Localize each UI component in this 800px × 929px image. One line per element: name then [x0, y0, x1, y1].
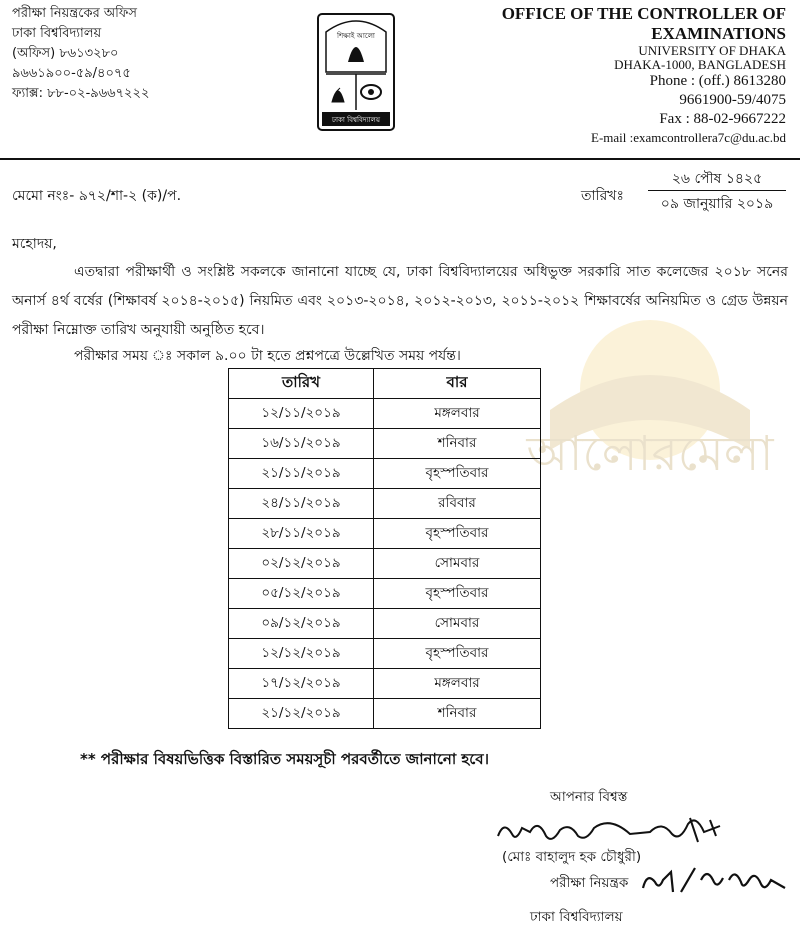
signatory-institution: ঢাকা বিশ্ববিদ্যালয়	[530, 909, 623, 925]
row-day: সোমবার	[374, 609, 541, 639]
row-day: মঙ্গলবার	[374, 399, 541, 429]
row-day: বৃহস্পতিবার	[374, 519, 541, 549]
watermark-text: আলোরমেলা	[526, 426, 774, 482]
row-day: রবিবার	[374, 489, 541, 519]
exam-schedule-table	[228, 368, 541, 729]
date-gregorian: ০৯ জানুয়ারি ২০১৯	[660, 196, 774, 212]
table-row	[229, 639, 541, 669]
header-day: বার	[374, 369, 541, 399]
date-label: তারিখঃ	[581, 188, 624, 204]
memo-number: মেমো নংঃ- ৯৭২/শা-২ (ক)/প.	[12, 188, 182, 204]
office-phone-bn: (অফিস) ৮৬১৩২৮০	[12, 46, 119, 61]
phone2-en: 9661900-59/4075	[679, 92, 786, 108]
handwritten-signature	[490, 806, 730, 856]
logo-bottom-text: ঢাকা বিশ্ববিদ্যালয়	[331, 116, 381, 124]
row-date: ২৮/১১/২০১৯	[229, 519, 374, 549]
email-en: E-mail :examcontrollera7c@du.ac.bd	[591, 130, 786, 145]
row-date: ২১/১২/২০১৯	[229, 699, 374, 729]
table-row	[229, 699, 541, 729]
row-date: ২১/১১/২০১৯	[229, 459, 374, 489]
office-name-en-line1: OFFICE OF THE CONTROLLER OF	[501, 4, 786, 23]
row-date: ০৯/১২/২০১৯	[229, 609, 374, 639]
table-row	[229, 609, 541, 639]
office-header-english	[502, 4, 786, 147]
date-bangla-calendar: ২৬ পৌষ ১৪২৫	[648, 168, 786, 191]
office-name-bn: পরীক্ষা নিয়ন্ত্রকের অফিস	[12, 6, 137, 21]
row-day: সোমবার	[374, 549, 541, 579]
row-date: ২৪/১১/২০১৯	[229, 489, 374, 519]
memo-date	[648, 168, 786, 217]
exam-time: পরীক্ষার সময় ঃ সকাল ৯.০০ টা হতে প্রশ্নপত্রে উল্লেখিত সময় পর্যন্ত।	[74, 348, 461, 364]
row-date: ০৫/১২/২০১৯	[229, 579, 374, 609]
table-row	[229, 459, 541, 489]
signatory-designation: পরীক্ষা নিয়ন্ত্রক	[550, 875, 629, 891]
letter-body: এতদ্বারা পরীক্ষার্থী ও সংশ্লিষ্ট সকলকে জানানো যাচ্ছে যে, ঢাকা বিশ্ববিদ্যালয়ের অধিভুক্ত সরকারি সাত কলেজের ২০১৮ সনের অনার্স ৪র্থ বর্ষের (শিক্ষাবর্ষ ২০১৪-২০১৫) নিয়মিত এবং ২০১৩-২০১৪, ২০১২-২০১৩, ২০১১-২০১২ শিক্ষাবর্ষের অনিয়মিত ও গ্রেড উন্নয়ন পরীক্ষা নিম্নোক্ত তারিখ অনুযায়ী অনুষ্ঠিত হবে।	[12, 264, 788, 338]
row-day: মঙ্গলবার	[374, 669, 541, 699]
row-date: ১২/১১/২০১৯	[229, 399, 374, 429]
phone-numbers-bn: ৯৬৬১৯০০-৫৯/৪০৭৫	[12, 66, 131, 81]
row-day: বৃহস্পতিবার	[374, 459, 541, 489]
table-row	[229, 669, 541, 699]
fax-bn: ফ্যাক্স: ৮৮-০২-৯৬৬৭২২২	[12, 86, 150, 101]
table-row	[229, 579, 541, 609]
table-row	[229, 399, 541, 429]
row-date: ১২/১২/২০১৯	[229, 639, 374, 669]
table-row	[229, 549, 541, 579]
university-logo	[316, 12, 396, 132]
row-date: ১৭/১২/২০১৯	[229, 669, 374, 699]
university-name-bn: ঢাকা বিশ্ববিদ্যালয়	[12, 26, 102, 41]
row-date: ০২/১২/২০১৯	[229, 549, 374, 579]
signatory-name: (মোঃ বাহালুদ হক চৌধুরী)	[502, 849, 642, 865]
row-day: বৃহস্পতিবার	[374, 579, 541, 609]
table-row	[229, 429, 541, 459]
schedule-note: ** পরীক্ষার বিষয়ভিত্তিক বিস্তারিত সময়সূচী পরবর্তীতে জানানো হবে।	[80, 750, 490, 768]
row-date: ১৬/১১/২০১৯	[229, 429, 374, 459]
university-name-en: UNIVERSITY OF DHAKA	[638, 43, 786, 58]
salutation: মহোদয়,	[12, 236, 57, 252]
header-divider	[0, 158, 800, 160]
handwritten-signed-date	[637, 858, 797, 902]
table-header-row	[229, 369, 541, 399]
header-date: তারিখ	[229, 369, 374, 399]
closing: আপনার বিশ্বস্ত	[550, 789, 628, 805]
table-row	[229, 489, 541, 519]
office-header-bangla	[12, 4, 149, 104]
row-day: শনিবার	[374, 429, 541, 459]
row-day: বৃহস্পতিবার	[374, 639, 541, 669]
row-day: শনিবার	[374, 699, 541, 729]
logo-top-text: শিক্ষাই আলো	[337, 32, 375, 40]
office-name-en-line2: EXAMINATIONS	[651, 24, 786, 43]
table-row	[229, 519, 541, 549]
address-en: DHAKA-1000, BANGLADESH	[614, 57, 786, 72]
fax-en: Fax : 88-02-9667222	[659, 111, 786, 127]
phone-en: Phone : (off.) 8613280	[649, 73, 786, 89]
